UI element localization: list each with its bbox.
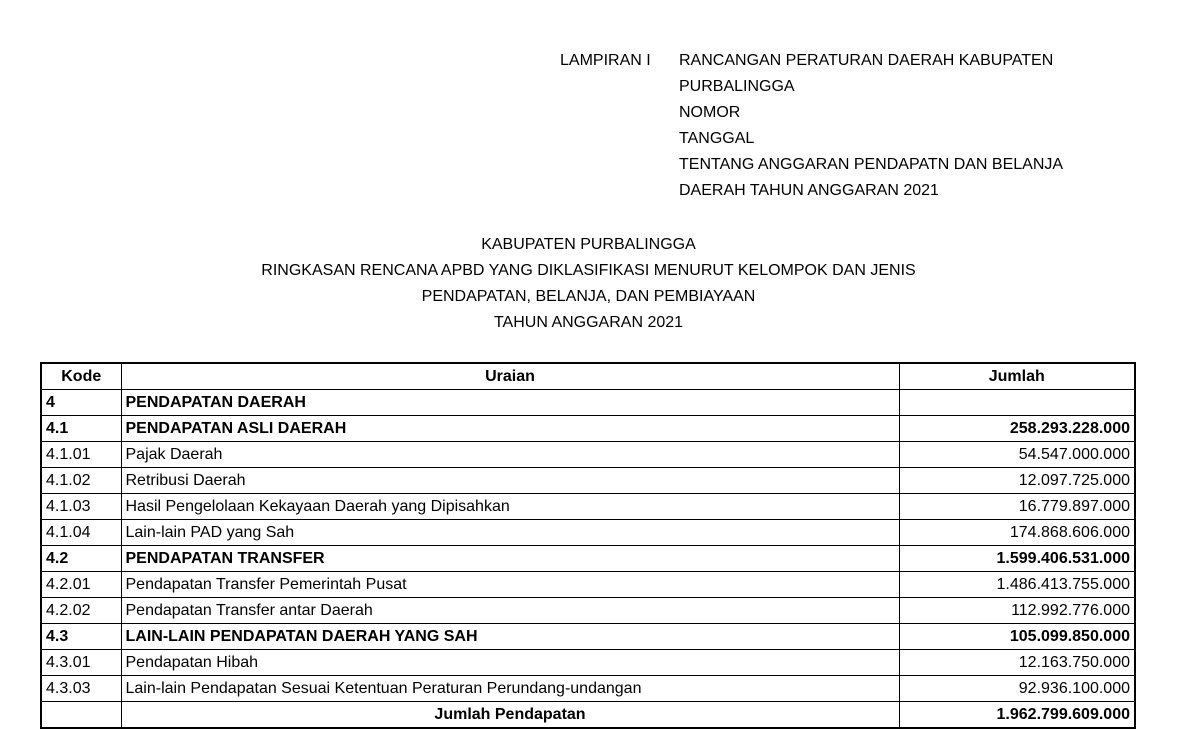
row-jumlah: 1.599.406.531.000 <box>899 546 1135 572</box>
row-uraian: Pendapatan Hibah <box>121 650 899 676</box>
row-uraian: LAIN-LAIN PENDAPATAN DAERAH YANG SAH <box>121 624 899 650</box>
row-kode: 4.3.03 <box>41 676 121 702</box>
row-kode: 4.3 <box>41 624 121 650</box>
lampiran-line: DAERAH TAHUN ANGGARAN 2021 <box>679 182 939 199</box>
row-jumlah: 1.486.413.755.000 <box>899 572 1135 598</box>
row-kode: 4.1 <box>41 416 121 442</box>
table-row <box>41 520 1135 546</box>
row-kode: 4.2 <box>41 546 121 572</box>
total-label: Jumlah Pendapatan <box>121 702 899 729</box>
row-kode: 4.2.01 <box>41 572 121 598</box>
apbd-table <box>40 362 1136 729</box>
row-uraian: Hasil Pengelolaan Kekayaan Daerah yang Dipisahkan <box>121 494 899 520</box>
table-row <box>41 624 1135 650</box>
table-row <box>41 494 1135 520</box>
table-row <box>41 468 1135 494</box>
row-uraian: Retribusi Daerah <box>121 468 899 494</box>
row-jumlah: 12.163.750.000 <box>899 650 1135 676</box>
total-amount: 1.962.799.609.000 <box>899 702 1135 729</box>
table-body <box>41 390 1135 702</box>
row-kode: 4.2.02 <box>41 598 121 624</box>
row-jumlah <box>899 390 1135 416</box>
row-uraian: PENDAPATAN DAERAH <box>121 390 899 416</box>
table-row <box>41 416 1135 442</box>
row-kode: 4.1.04 <box>41 520 121 546</box>
lampiran-label: LAMPIRAN I <box>560 52 651 69</box>
row-jumlah: 54.547.000.000 <box>899 442 1135 468</box>
header-uraian: Uraian <box>121 363 899 390</box>
row-jumlah: 105.099.850.000 <box>899 624 1135 650</box>
total-kode-cell <box>41 702 121 729</box>
table-row <box>41 650 1135 676</box>
row-uraian: Lain-lain PAD yang Sah <box>121 520 899 546</box>
row-jumlah: 92.936.100.000 <box>899 676 1135 702</box>
row-uraian: Pendapatan Transfer antar Daerah <box>121 598 899 624</box>
row-kode: 4.3.01 <box>41 650 121 676</box>
row-uraian: PENDAPATAN ASLI DAERAH <box>121 416 899 442</box>
row-uraian: Pendapatan Transfer Pemerintah Pusat <box>121 572 899 598</box>
row-uraian: Pajak Daerah <box>121 442 899 468</box>
table-row <box>41 598 1135 624</box>
row-kode: 4 <box>41 390 121 416</box>
title-line: RINGKASAN RENCANA APBD YANG DIKLASIFIKASI MENURUT KELOMPOK DAN JENIS <box>261 262 916 279</box>
table-row <box>41 572 1135 598</box>
table-row <box>41 442 1135 468</box>
title-line: TAHUN ANGGARAN 2021 <box>493 314 684 331</box>
row-uraian: PENDAPATAN TRANSFER <box>121 546 899 572</box>
row-uraian: Lain-lain Pendapatan Sesuai Ketentuan Peraturan Perundang-undangan <box>121 676 899 702</box>
lampiran-line: TENTANG ANGGARAN PENDAPATN DAN BELANJA <box>679 156 1064 173</box>
title-line: PENDAPATAN, BELANJA, DAN PEMBIAYAAN <box>421 288 756 305</box>
header-jumlah: Jumlah <box>899 363 1135 390</box>
header-kode: Kode <box>41 363 121 390</box>
row-jumlah: 112.992.776.000 <box>899 598 1135 624</box>
row-jumlah: 174.868.606.000 <box>899 520 1135 546</box>
table-header-row <box>41 363 1135 390</box>
lampiran-line: RANCANGAN PERATURAN DAERAH KABUPATEN <box>679 52 1054 69</box>
row-kode: 4.1.03 <box>41 494 121 520</box>
lampiran-line: PURBALINGGA <box>679 78 795 95</box>
row-jumlah: 16.779.897.000 <box>899 494 1135 520</box>
row-kode: 4.1.01 <box>41 442 121 468</box>
document-title <box>0 232 1177 336</box>
row-jumlah: 258.293.228.000 <box>899 416 1135 442</box>
table-row <box>41 546 1135 572</box>
lampiran-lines <box>679 48 1063 204</box>
lampiran-line: NOMOR <box>679 104 741 121</box>
total-row <box>41 702 1135 729</box>
table-row <box>41 390 1135 416</box>
row-jumlah: 12.097.725.000 <box>899 468 1135 494</box>
row-kode: 4.1.02 <box>41 468 121 494</box>
table-row <box>41 676 1135 702</box>
title-line: KABUPATEN PURBALINGGA <box>481 236 696 253</box>
lampiran-line: TANGGAL <box>679 130 755 147</box>
